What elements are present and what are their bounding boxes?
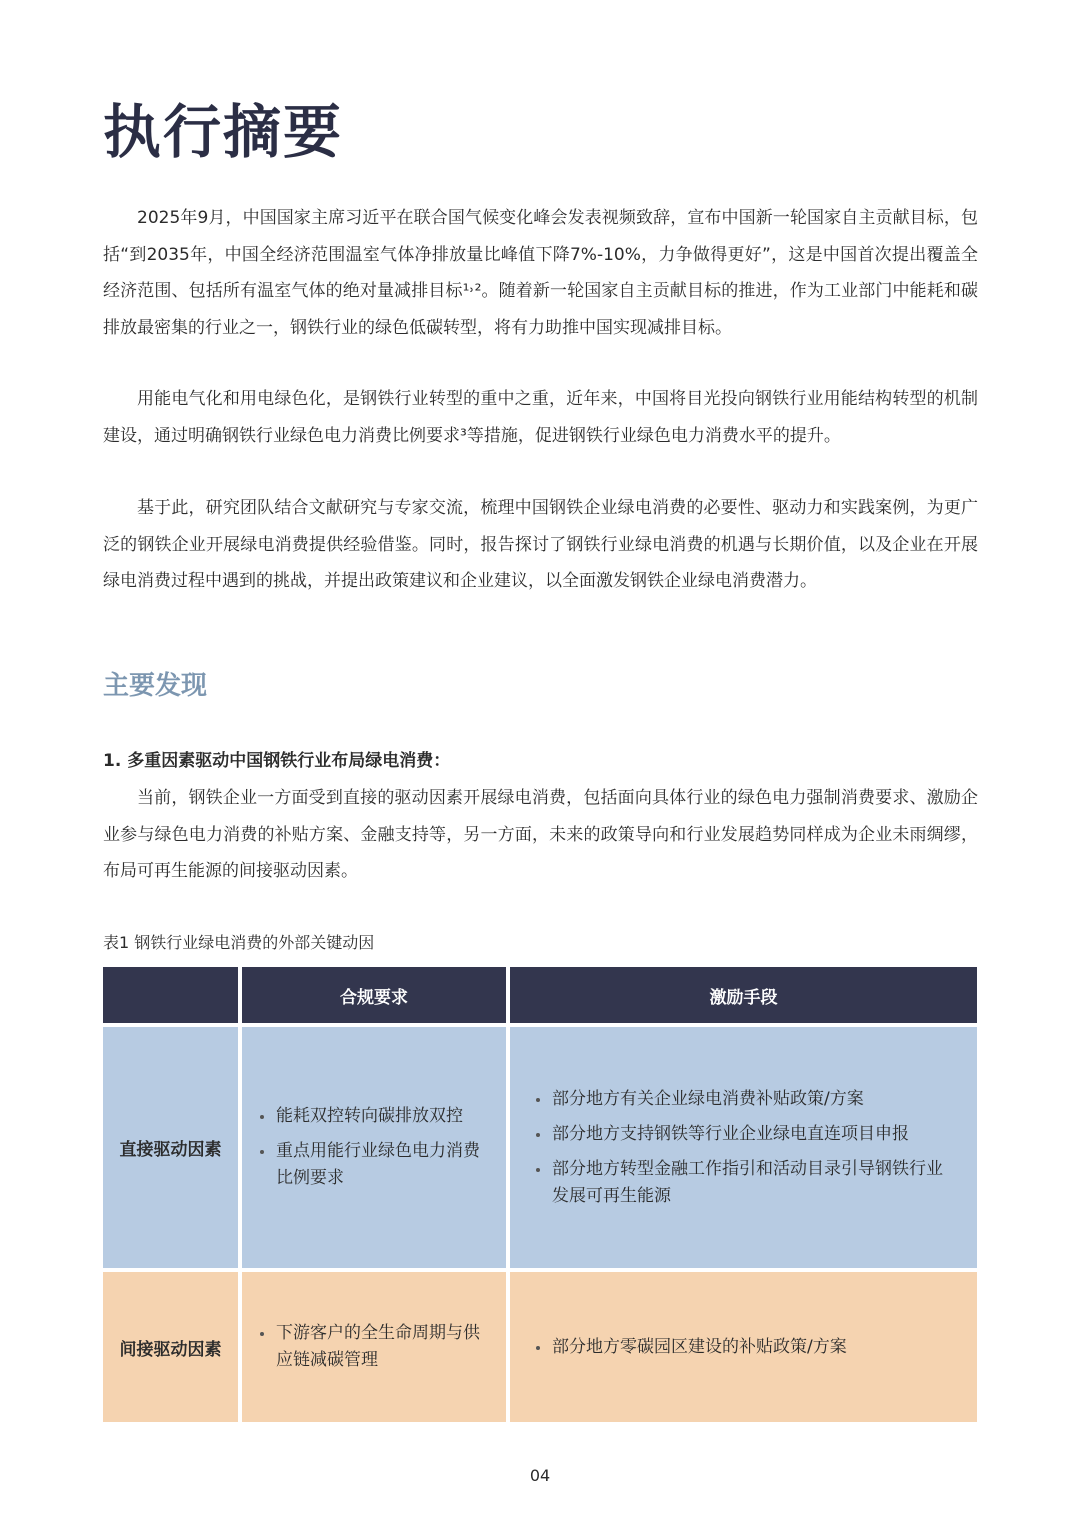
intro-paragraph-2: 用能电气化和用电绿色化，是钢铁行业转型的重中之重，近年来，中国将目光投向钢铁行业用能结构转型的机制建设，通过明确钢铁行业绿色电力消费比例要求³等措施，促进钢铁行业绿色电力消费水平的提升。: [103, 389, 978, 446]
bullet-dot-icon: [536, 1346, 540, 1350]
page-title: 执行摘要: [103, 98, 344, 166]
finding-1-title: 1. 多重因素驱动中国钢铁行业布局绿电消费：: [103, 751, 451, 771]
table-caption: 表1 钢铁行业绿电消费的外部关键动因: [103, 933, 375, 952]
cell-direct-compliance: [242, 1027, 510, 1272]
cell-direct-incentives: [510, 1027, 977, 1272]
list-item: 能耗双控转向碳排放双控: [258, 1103, 486, 1130]
table-row-direct: [103, 1027, 977, 1272]
table-header-row: [103, 967, 977, 1027]
cell-indirect-incentives: [510, 1272, 977, 1422]
finding-1-body: 当前，钢铁企业一方面受到直接的驱动因素开展绿电消费，包括面向具体行业的绿色电力强制消费要求、激励企业参与绿色电力消费的补贴方案、金融支持等，另一方面，未来的政策导向和行业发展趋势同样成为企业未雨绸缪，布局可再生能源的间接驱动因素。: [103, 788, 978, 881]
bullet-dot-icon: [536, 1168, 540, 1172]
bullet-dot-icon: [536, 1098, 540, 1102]
table-header-compliance: 合规要求: [242, 967, 510, 1027]
list-item: 部分地方零碳园区建设的补贴政策/方案: [534, 1334, 957, 1361]
page-number: 04: [529, 1466, 551, 1485]
row-label-indirect: 间接驱动因素: [103, 1272, 242, 1422]
cell-indirect-compliance: [242, 1272, 510, 1422]
row-label-direct: 直接驱动因素: [103, 1027, 242, 1272]
bullet-dot-icon: [260, 1332, 264, 1336]
list-item: 下游客户的全生命周期与供应链减碳管理: [258, 1320, 486, 1374]
intro-paragraph-1: 2025年9月，中国国家主席习近平在联合国气候变化峰会发表视频致辞，宣布中国新一轮国家自主贡献目标，包括“到2035年，中国全经济范围温室气体净排放量比峰值下降7%-10%，力争做得更好”，这是中国首次提出覆盖全经济范围、包括所有温室气体的绝对量减排目标¹˒²。随着新一轮国家自主贡献目标的推进，作为工业部门中能耗和碳排放最密集的行业之一，钢铁行业的绿色低碳转型，将有力助推中国实现减排目标。: [103, 208, 978, 338]
list-item: 重点用能行业绿色电力消费比例要求: [258, 1138, 486, 1192]
intro-paragraph-3: 基于此，研究团队结合文献研究与专家交流，梳理中国钢铁企业绿电消费的必要性、驱动力和实践案例，为更广泛的钢铁企业开展绿电消费提供经验借鉴。同时，报告探讨了钢铁行业绿电消费的机遇与长期价值，以及企业在开展绿电消费过程中遇到的挑战，并提出政策建议和企业建议，以全面激发钢铁企业绿电消费潜力。: [103, 498, 978, 591]
list-item: 部分地方有关企业绿电消费补贴政策/方案: [534, 1086, 957, 1113]
bullet-dot-icon: [536, 1133, 540, 1137]
table-row-indirect: [103, 1272, 977, 1422]
list-item: 部分地方转型金融工作指引和活动目录引导钢铁行业发展可再生能源: [534, 1156, 957, 1210]
drivers-table: [103, 967, 977, 1422]
list-item: 部分地方支持钢铁等行业企业绿电直连项目申报: [534, 1121, 957, 1148]
bullet-dot-icon: [260, 1150, 264, 1154]
table-header-empty: [103, 967, 242, 1027]
table-header-incentives: 激励手段: [510, 967, 977, 1027]
bullet-dot-icon: [260, 1115, 264, 1119]
section-heading-key-findings: 主要发现: [103, 671, 208, 701]
